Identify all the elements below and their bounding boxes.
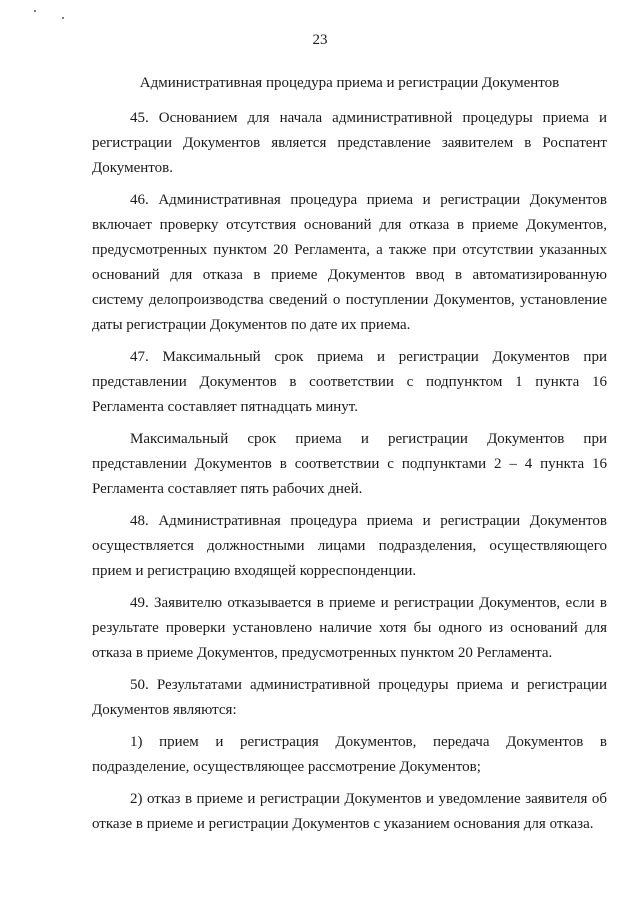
paragraph-45: 45. Основанием для начала административной процедуры приема и регистрации Документов является представление заявителем в Роспатент Документов. (92, 110, 607, 176)
paragraph-47: 47. Максимальный срок приема и регистрации Документов при представлении Документов в соответствии с подпунктом 1 пункта 16 Регламента составляет пятнадцать минут. (92, 349, 607, 415)
scan-speck (34, 10, 36, 12)
paragraph-50-item-2: 2) отказ в приеме и регистрации Документов и уведомление заявителя об отказе в приеме и регистрации Документов с указанием основания для отказа. (92, 791, 607, 832)
paragraph-50: 50. Результатами административной процедуры приема и регистрации Документов являются: (92, 677, 607, 718)
paragraph-48: 48. Административная процедура приема и регистрации Документов осуществляется должностными лицами подразделения, осуществляющего прием и регистрацию входящей корреспонденции. (92, 513, 607, 579)
paragraph-46: 46. Административная процедура приема и регистрации Документов включает проверку отсутствия оснований для отказа в приеме Документов, предусмотренных пунктом 20 Регламента, а также при отсутствии указанных оснований для отказа в приеме Документов ввод в автоматизированную систему делопроизводства сведений о поступлении Документов, установление даты регистрации Документов по дате их приема. (92, 192, 607, 333)
page-number: 23 (312, 32, 328, 48)
document-body (92, 106, 607, 844)
section-title: Административная процедура приема и регистрации Документов (139, 75, 560, 91)
paragraph-47-continued: Максимальный срок приема и регистрации Документов при представлении Документов в соответствии с подпунктами 2 – 4 пункта 16 Регламента составляет пять рабочих дней. (92, 431, 607, 497)
paragraph-50-item-1: 1) прием и регистрация Документов, передача Документов в подразделение, осуществляющее рассмотрение Документов; (92, 734, 607, 775)
scan-speck (62, 17, 64, 19)
paragraph-49: 49. Заявителю отказывается в приеме и регистрации Документов, если в результате проверки установлено наличие хотя бы одного из оснований для отказа в приеме Документов, предусмотренных пунктом 20 Регламента. (92, 595, 607, 661)
